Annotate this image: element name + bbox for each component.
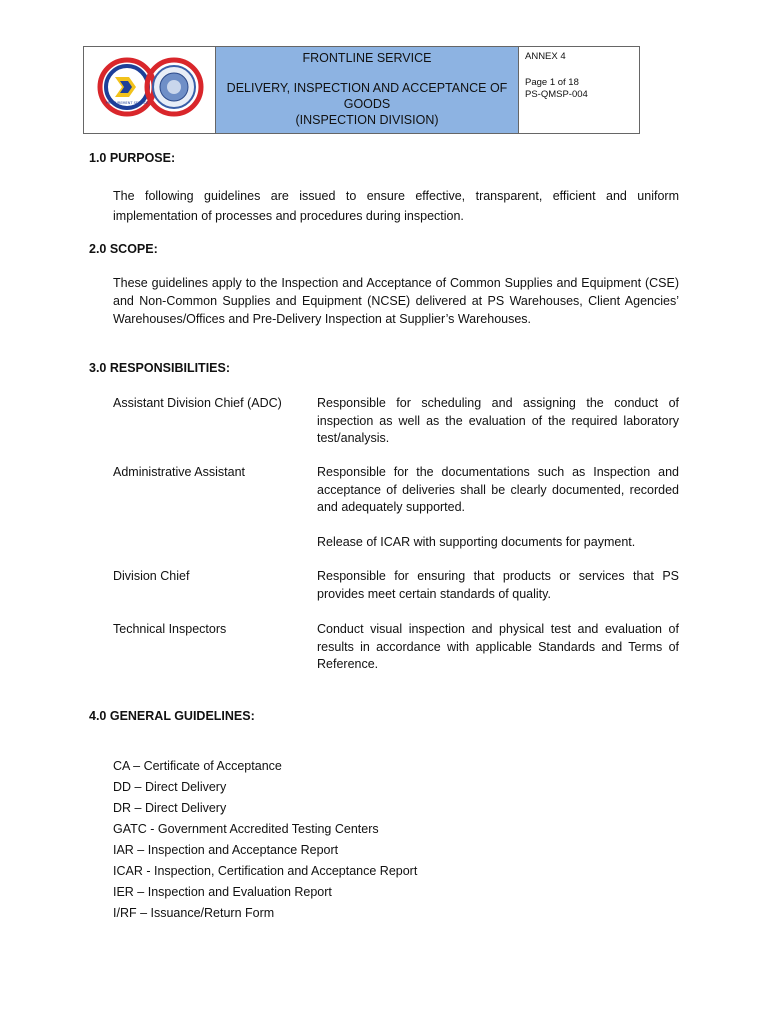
abbreviation-item: DD – Direct Delivery	[113, 780, 227, 794]
role-adc-desc: Responsible for scheduling and assigning the conduct of inspection as well as the evaluation of the required laboratory test/analysis.	[317, 396, 679, 445]
abbreviation-item: ICAR - Inspection, Certification and Acceptance Report	[113, 864, 418, 878]
document-code: PS-QMSP-004	[525, 89, 588, 100]
role-division-chief: Division Chief	[113, 569, 190, 583]
role-admin-assistant-desc-2: Release of ICAR with supporting documents for payment.	[317, 535, 636, 549]
abbreviation-item: IER – Inspection and Evaluation Report	[113, 885, 332, 899]
header-meta-cell	[519, 47, 639, 133]
header-line-4: (INSPECTION DIVISION)	[295, 113, 439, 127]
page-number: Page 1 of 18	[525, 77, 579, 88]
abbreviation-item: GATC - Government Accredited Testing Centers	[113, 822, 379, 836]
role-adc: Assistant Division Chief (ADC)	[113, 396, 282, 410]
role-admin-assistant-desc: Responsible for the documentations such as Inspection and acceptance of deliveries shall be clearly documented, recorded and adequately supported.	[317, 465, 679, 514]
role-admin-assistant: Administrative Assistant	[113, 465, 245, 479]
abbreviation-item: CA – Certificate of Acceptance	[113, 759, 282, 773]
logo-cell	[84, 47, 216, 133]
purpose-text: The following guidelines are issued to ensure effective, transparent, efficient and uniform implementation of processes and procedures during inspection.	[113, 189, 679, 223]
logo-text: PROCUREMENT SERVICE	[105, 101, 149, 105]
purpose-heading: 1.0 PURPOSE:	[89, 151, 176, 165]
scope-text: These guidelines apply to the Inspection and Acceptance of Common Supplies and Equipment (CSE) and Non-Common Supplies and Equipment (NCSE) delivered at PS Warehouses, Client Agencies’ Warehouses/Offices and Pre-Delivery Inspection at Supplier’s Warehouses.	[113, 276, 679, 326]
abbreviation-item: I/RF – Issuance/Return Form	[113, 906, 275, 920]
role-technical-inspectors-desc: Conduct visual inspection and physical test and evaluation of results in accordance with applicable Standards and Terms of Reference.	[317, 622, 679, 671]
header-line-2: DELIVERY, INSPECTION AND ACCEPTANCE OF	[226, 81, 508, 95]
annex-label: ANNEX 4	[525, 51, 566, 62]
header-title-cell	[216, 47, 519, 133]
procurement-service-logo	[84, 47, 215, 133]
scope-heading: 2.0 SCOPE:	[89, 242, 158, 256]
role-division-chief-desc: Responsible for ensuring that products or services that PS provides meet certain standards of quality.	[317, 569, 679, 601]
header-line-3: GOODS	[343, 97, 391, 111]
responsibilities-heading: 3.0 RESPONSIBILITIES:	[89, 361, 231, 375]
guidelines-heading: 4.0 GENERAL GUIDELINES:	[89, 709, 255, 723]
document-header	[83, 46, 640, 134]
role-technical-inspectors: Technical Inspectors	[113, 622, 227, 636]
abbreviation-item: DR – Direct Delivery	[113, 801, 227, 815]
abbreviation-item: IAR – Inspection and Acceptance Report	[113, 843, 339, 857]
header-line-1: FRONTLINE SERVICE	[302, 51, 432, 65]
